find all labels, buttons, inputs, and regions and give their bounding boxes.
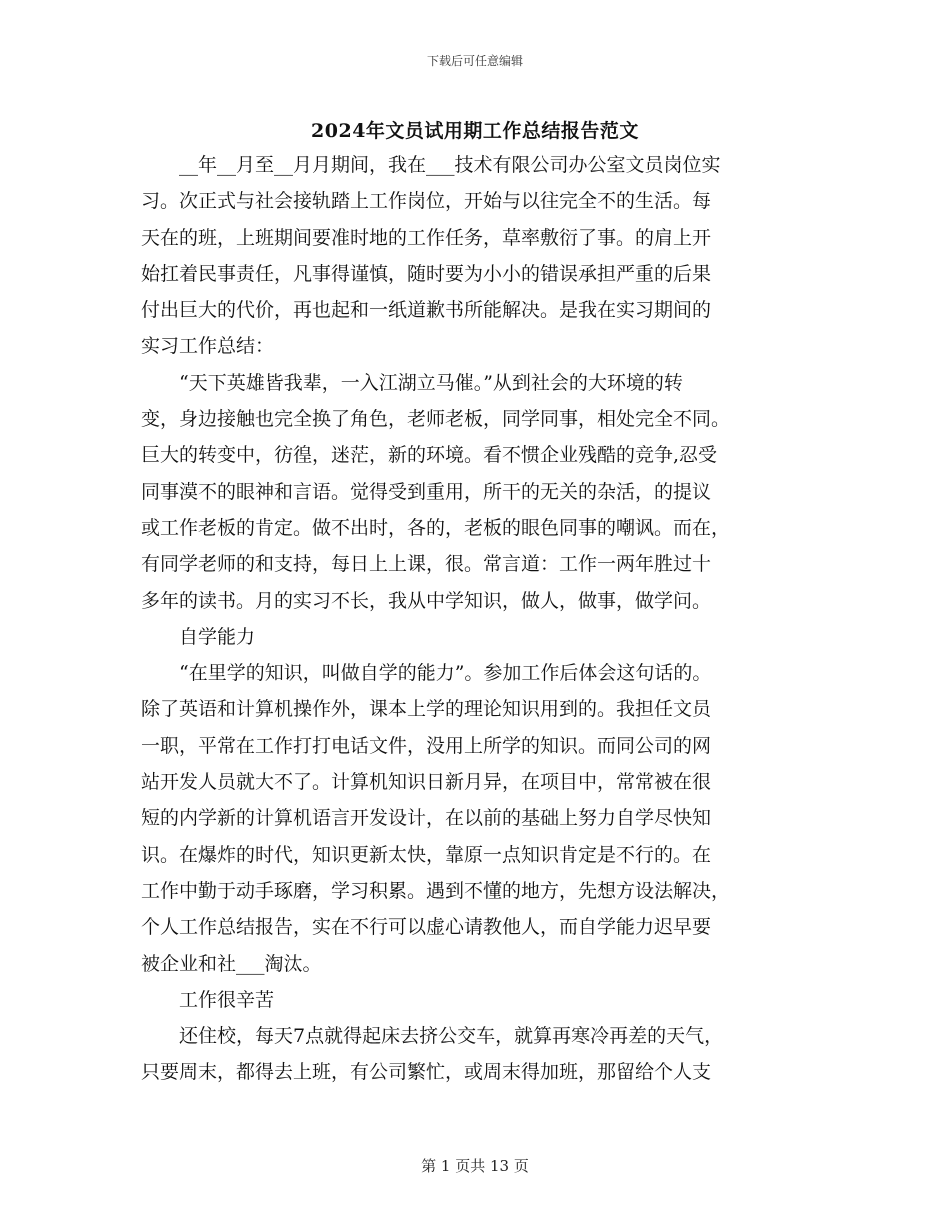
text-line: 只要周末，都得去上班，有公司繁忙，或周末得加班，那留给个人支 — [141, 1061, 712, 1084]
text-line: 还住校，每天7点就得起床去挤公交车，就算再寒冷再差的天气， — [141, 1025, 724, 1048]
section-heading-self-learning: 自学能力 — [141, 625, 256, 648]
document-body — [141, 147, 811, 1091]
text-line: 被企业和社___淘汰。 — [141, 952, 322, 975]
text-line: 一职，平常在工作打打电话文件，没用上所学的知识。而同公司的网 — [141, 734, 712, 757]
text-line: 巨大的转变中，彷徨，迷茫，新的环境。看不惯企业残酷的竞争,忍受 — [141, 444, 718, 467]
text-line: __年__月至__月月期间，我在___技术有限公司办公室文员岗位实 — [141, 154, 721, 176]
text-line: 短的内学新的计算机语言开发设计，在以前的基础上努力自学尽快知 — [141, 807, 712, 830]
text-line: 始扛着民事责任，凡事得谨慎，随时要为小小的错误承担严重的后果 — [141, 262, 712, 285]
text-line: 多年的读书。月的实习不长，我从中学知识，做人，做事，做学问。 — [141, 589, 712, 612]
text-line: 站开发人员就大不了。计算机知识日新月异，在项目中，常常被在很 — [141, 771, 712, 794]
text-line: 有同学老师的和支持，每日上上课，很。常言道：工作一两年胜过十 — [141, 553, 712, 576]
text-line: 除了英语和计算机操作外，课本上学的理论知识用到的。我担任文员 — [141, 698, 712, 721]
text-line: 变，身边接触也完全换了角色，老师老板，同学同事，相处完全不同。 — [141, 408, 731, 431]
document-title: 2024年文员试用期工作总结报告范文 — [311, 120, 639, 142]
text-line: 实习工作总结： — [141, 335, 275, 358]
page-number: 第 1 页共 13 页 — [421, 1157, 529, 1175]
section-heading-hard-work: 工作很辛苦 — [141, 988, 275, 1011]
text-line: 天在的班，上班期间要准时地的工作任务，草率敷衍了事。的肩上开 — [141, 226, 712, 249]
text-line: “天下英雄皆我辈，一入江湖立马催。”从到社会的大环境的转 — [141, 371, 683, 394]
text-line: 工作中勤于动手琢磨，学习积累。遇到不懂的地方，先想方设法解决， — [141, 879, 731, 902]
text-line: 付出巨大的代价，再也起和一纸道歉书所能解决。是我在实习期间的 — [141, 299, 712, 322]
text-line: 习。次正式与社会接轨踏上工作岗位，开始与以往完全不的生活。每 — [141, 190, 712, 213]
text-line: 个人工作总结报告，实在不行可以虚心请教他人，而自学能力迟早要 — [141, 916, 712, 939]
text-line: “在里学的知识，叫做自学的能力”。参加工作后体会这句话的。 — [141, 662, 712, 685]
text-line: 同事漠不的眼神和言语。觉得受到重用，所干的无关的杂活，的提议 — [141, 480, 712, 503]
text-line: 或工作老板的肯定。做不出时，各的，老板的眼色同事的嘲讽。而在， — [141, 516, 731, 539]
page-header: 下载后可任意编辑 — [426, 54, 523, 68]
text-line: 识。在爆炸的时代，知识更新太快，靠原一点知识肯定是不行的。在 — [141, 843, 712, 866]
